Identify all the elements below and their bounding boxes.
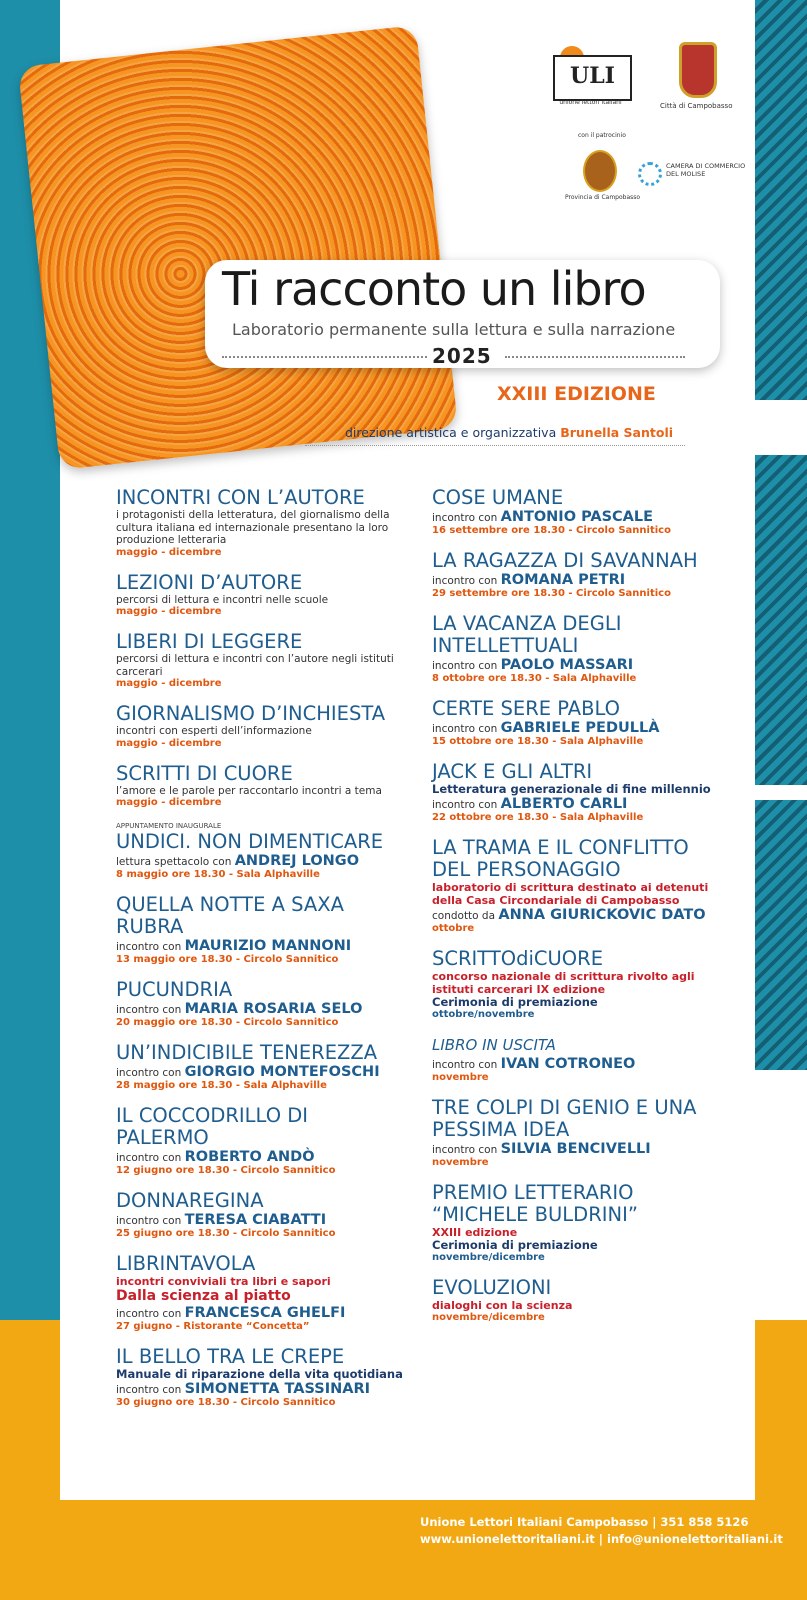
program-item	[116, 1253, 406, 1333]
guest-prefix: incontro con	[432, 799, 498, 811]
program-item	[116, 894, 406, 966]
event-guest-line	[432, 1056, 732, 1072]
program-item	[116, 979, 406, 1029]
event-title: IL COCCODRILLO DI PALERMO	[116, 1104, 309, 1149]
event-description: percorsi di lettura e incontri nelle scuole	[116, 593, 329, 606]
program-item	[116, 487, 406, 559]
chamber-commerce-icon	[638, 162, 662, 186]
event-title: SCRITTOdiCUORE	[432, 947, 604, 970]
event-title: SCRITTI DI CUORE	[116, 761, 293, 785]
guest-prefix: incontro con	[116, 1384, 182, 1396]
event-title: LA VACANZA DEGLI INTELLETTUALI	[432, 612, 622, 657]
striped-band-middle	[755, 455, 807, 785]
guest-name: GABRIELE PEDULLÀ	[500, 720, 660, 736]
main-title: Ti racconto un libro	[222, 262, 646, 316]
event-guest-line	[432, 907, 732, 923]
guest-prefix: incontro con	[432, 723, 498, 735]
event-description: incontri con esperti dell’informazione	[116, 725, 312, 737]
event-title: LA RAGAZZA DI SAVANNAH	[432, 549, 698, 572]
event-date: 16 settembre ore 18.30 - Circolo Sannitico	[432, 525, 671, 536]
orange-texture-artwork	[18, 25, 458, 470]
event-guest-line	[116, 1064, 406, 1080]
program-item	[116, 572, 406, 619]
event-title: GIORNALISMO D’INCHIESTA	[116, 702, 386, 725]
event-date: novembre	[432, 1072, 489, 1083]
guest-prefix: incontro con	[432, 1059, 498, 1071]
guest-prefix: incontro con	[432, 1144, 498, 1156]
uli-logo-subtitle: unione lettori italiani	[559, 99, 622, 106]
guest-name: ROBERTO ANDÒ	[184, 1149, 315, 1165]
event-tagline: Manuale di riparazione della vita quotidiana	[116, 1367, 403, 1381]
program-item	[432, 761, 732, 824]
event-guest-line	[432, 720, 732, 736]
program-item	[432, 550, 732, 600]
guest-prefix: condotto da	[432, 910, 496, 922]
event-guest-line	[116, 1381, 406, 1397]
city-label: Città di Campobasso	[660, 102, 733, 110]
program-item	[432, 1182, 732, 1264]
program-item	[432, 1277, 732, 1324]
event-guest-line	[432, 1141, 732, 1157]
event-title: LIBRINTAVOLA	[116, 1252, 256, 1275]
program-item	[432, 487, 732, 537]
event-note: XXIII edizione	[432, 1226, 518, 1239]
event-title: PREMIO LETTERARIO “MICHELE BULDRINI”	[432, 1181, 638, 1226]
event-date: 22 ottobre ore 18.30 - Sala Alphaville	[432, 812, 644, 823]
guest-name: ANTONIO PASCALE	[500, 509, 654, 525]
subtitle: Laboratorio permanente sulla lettura e sulla narrazione	[232, 320, 676, 339]
event-date: 20 maggio ore 18.30 - Circolo Sannitico	[116, 1017, 339, 1028]
footer-city: CAMPOBASSO	[410, 1460, 685, 1501]
event-title: LIBERI DI LEGGERE	[116, 630, 303, 653]
event-note: laboratorio di scrittura destinato ai detenuti della Casa Circondariale di Campobasso	[432, 881, 709, 907]
guest-prefix: incontro con	[432, 512, 498, 524]
event-date: maggio - dicembre	[116, 546, 222, 558]
guest-name: SIMONETTA TASSINARI	[184, 1381, 371, 1397]
guest-name: MARIA ROSARIA SELO	[184, 1001, 363, 1017]
program-item	[432, 1034, 732, 1084]
event-guest-line	[116, 853, 406, 869]
event-date: ottobre/novembre	[432, 1009, 535, 1020]
guest-prefix: incontro con	[432, 575, 498, 587]
event-date: maggio - dicembre	[116, 606, 222, 617]
edition-label: XXIII EDIZIONE	[497, 383, 656, 405]
event-title: UNDICI. NON DIMENTICARE	[116, 830, 384, 853]
event-date: maggio - dicembre	[116, 737, 222, 749]
program-item	[116, 1042, 406, 1092]
event-guest-line	[116, 1212, 406, 1228]
event-date: 27 giugno - Ristorante “Concetta”	[116, 1321, 310, 1332]
program-item	[432, 613, 732, 685]
dotted-divider-left	[222, 356, 427, 358]
guest-prefix: lettura spettacolo con	[116, 856, 232, 868]
guest-name: ANDREJ LONGO	[234, 853, 360, 869]
program-item	[432, 837, 732, 935]
event-guest-line	[432, 796, 732, 812]
event-date: 29 settembre ore 18.30 - Circolo Sannitico	[432, 588, 671, 599]
event-title: LIBRO IN USCITA	[432, 1036, 556, 1054]
event-date: 8 ottobre ore 18.30 - Sala Alphaville	[432, 673, 637, 684]
event-title: LEZIONI D’AUTORE	[116, 570, 303, 594]
event-date: maggio - dicembre	[116, 797, 222, 808]
event-note: dialoghi con la scienza	[432, 1299, 573, 1312]
program-item	[116, 1190, 406, 1240]
program-item	[116, 1346, 406, 1409]
event-guest-line	[116, 1305, 406, 1321]
guest-name: SILVIA BENCIVELLI	[500, 1141, 651, 1157]
event-title: LA TRAMA E IL CONFLITTO DEL PERSONAGGIO	[432, 836, 689, 881]
uli-logo: ULI	[553, 55, 632, 101]
event-date: maggio - dicembre	[116, 678, 222, 689]
chamber-commerce-label: CAMERA DI COMMERCIO DEL MOLISE	[666, 162, 746, 178]
guest-prefix: incontro con	[116, 1152, 182, 1164]
direction-divider	[305, 445, 685, 446]
event-subtitle: Dalla scienza al piatto	[116, 1288, 291, 1304]
program-item	[116, 822, 406, 881]
event-date: 15 ottobre ore 18.30 - Sala Alphaville	[432, 736, 644, 747]
province-seal-icon	[583, 150, 617, 192]
event-title: QUELLA NOTTE A SAXA RUBRA	[116, 893, 344, 938]
event-title: DONNAREGINA	[116, 1189, 264, 1212]
guest-prefix: incontro con	[432, 660, 498, 672]
program-item	[116, 703, 406, 750]
program-right-column	[432, 487, 732, 1337]
event-date: 12 giugno ore 18.30 - Circolo Sannitico	[116, 1165, 336, 1176]
event-guest-line	[432, 572, 732, 588]
program-item	[432, 698, 732, 748]
guest-prefix: incontro con	[116, 1308, 182, 1320]
event-description: i protagonisti della letteratura, del giornalismo della cultura italiana ed internazionale presentano la loro produzione letteraria	[116, 509, 390, 546]
footer-web: www.unionelettoritaliani.it | info@unionelettoritaliani.it	[420, 1532, 783, 1546]
event-title: CERTE SERE PABLO	[432, 697, 621, 720]
program-item	[116, 631, 406, 690]
event-title: UN’INDICIBILE TENEREZZA	[116, 1041, 378, 1064]
patronage-label: con il patrocinio	[578, 132, 626, 139]
guest-name: ALBERTO CARLI	[500, 796, 628, 812]
event-title: INCONTRI CON L’AUTORE	[116, 486, 365, 509]
program-left-column	[116, 487, 406, 1422]
dotted-divider-right	[505, 356, 685, 358]
guest-name: TERESA CIABATTI	[184, 1212, 327, 1228]
guest-prefix: incontro con	[116, 1067, 182, 1079]
guest-name: ROMANA PETRI	[500, 572, 626, 588]
program-item	[116, 763, 406, 810]
striped-band-lower	[755, 800, 807, 1070]
event-title: PUCUNDRIA	[116, 978, 233, 1001]
event-date: novembre/dicembre	[432, 1312, 545, 1323]
guest-prefix: incontro con	[116, 1215, 182, 1227]
guest-name: MAURIZIO MANNONI	[184, 938, 352, 954]
event-title: COSE UMANE	[432, 486, 564, 509]
event-note: concorso nazionale di scrittura rivolto agli istituti carcerari IX edizione	[432, 970, 695, 996]
event-tagline: Cerimonia di premiazione	[432, 1238, 598, 1252]
event-date: ottobre	[432, 923, 475, 934]
guest-name: PAOLO MASSARI	[500, 657, 634, 673]
event-title: JACK E GLI ALTRI	[432, 760, 593, 783]
guest-prefix: incontro con	[116, 941, 182, 953]
province-label: Provincia di Campobasso	[565, 194, 641, 201]
program-item	[116, 1105, 406, 1177]
event-guest-line	[432, 657, 732, 673]
event-date: 30 giugno ore 18.30 - Circolo Sannitico	[116, 1397, 336, 1408]
program-item	[432, 948, 732, 1021]
guest-name: FRANCESCA GHELFI	[184, 1305, 346, 1321]
event-note: incontri conviviali tra libri e sapori	[116, 1275, 331, 1288]
event-guest-line	[116, 1001, 406, 1017]
event-date: 28 maggio ore 18.30 - Sala Alphaville	[116, 1080, 327, 1091]
event-date: 8 maggio ore 18.30 - Sala Alphaville	[116, 869, 320, 880]
event-description: percorsi di lettura e incontri con l’autore negli istituti carcerari	[116, 653, 394, 678]
year: 2025	[432, 344, 492, 368]
direction-credit: direzione artistica e organizzativa Brunella Santoli	[345, 425, 674, 440]
striped-band-top	[755, 0, 807, 400]
event-title: EVOLUZIONI	[432, 1276, 552, 1299]
event-title: TRE COLPI DI GENIO E UNA PESSIMA IDEA	[432, 1096, 697, 1141]
event-date: novembre/dicembre	[432, 1252, 545, 1263]
campobasso-crest-icon	[679, 42, 717, 98]
guest-name: IVAN COTRONEO	[500, 1056, 636, 1072]
guest-name: GIORGIO MONTEFOSCHI	[184, 1064, 380, 1080]
event-date: novembre	[432, 1157, 489, 1168]
footer-contact: Unione Lettori Italiani Campobasso | 351 858 5126	[420, 1515, 749, 1529]
program-item	[432, 1097, 732, 1169]
event-title: IL BELLO TRA LE CREPE	[116, 1345, 345, 1368]
event-tagline: Cerimonia di premiazione	[432, 995, 598, 1009]
event-description: l’amore e le parole per raccontarlo incontri a tema	[116, 784, 382, 797]
event-guest-line	[116, 938, 406, 954]
event-date: 25 giugno ore 18.30 - Circolo Sannitico	[116, 1228, 336, 1239]
guest-prefix: incontro con	[116, 1004, 182, 1016]
guest-name: ANNA GIURICKOVIC DATO	[498, 907, 706, 923]
event-date: 13 maggio ore 18.30 - Circolo Sannitico	[116, 954, 339, 965]
event-guest-line	[432, 509, 732, 525]
inaugural-label: APPUNTAMENTO INAUGURALE	[116, 822, 222, 830]
event-tagline: Letteratura generazionale di fine millennio	[432, 782, 711, 796]
event-guest-line	[116, 1149, 406, 1165]
